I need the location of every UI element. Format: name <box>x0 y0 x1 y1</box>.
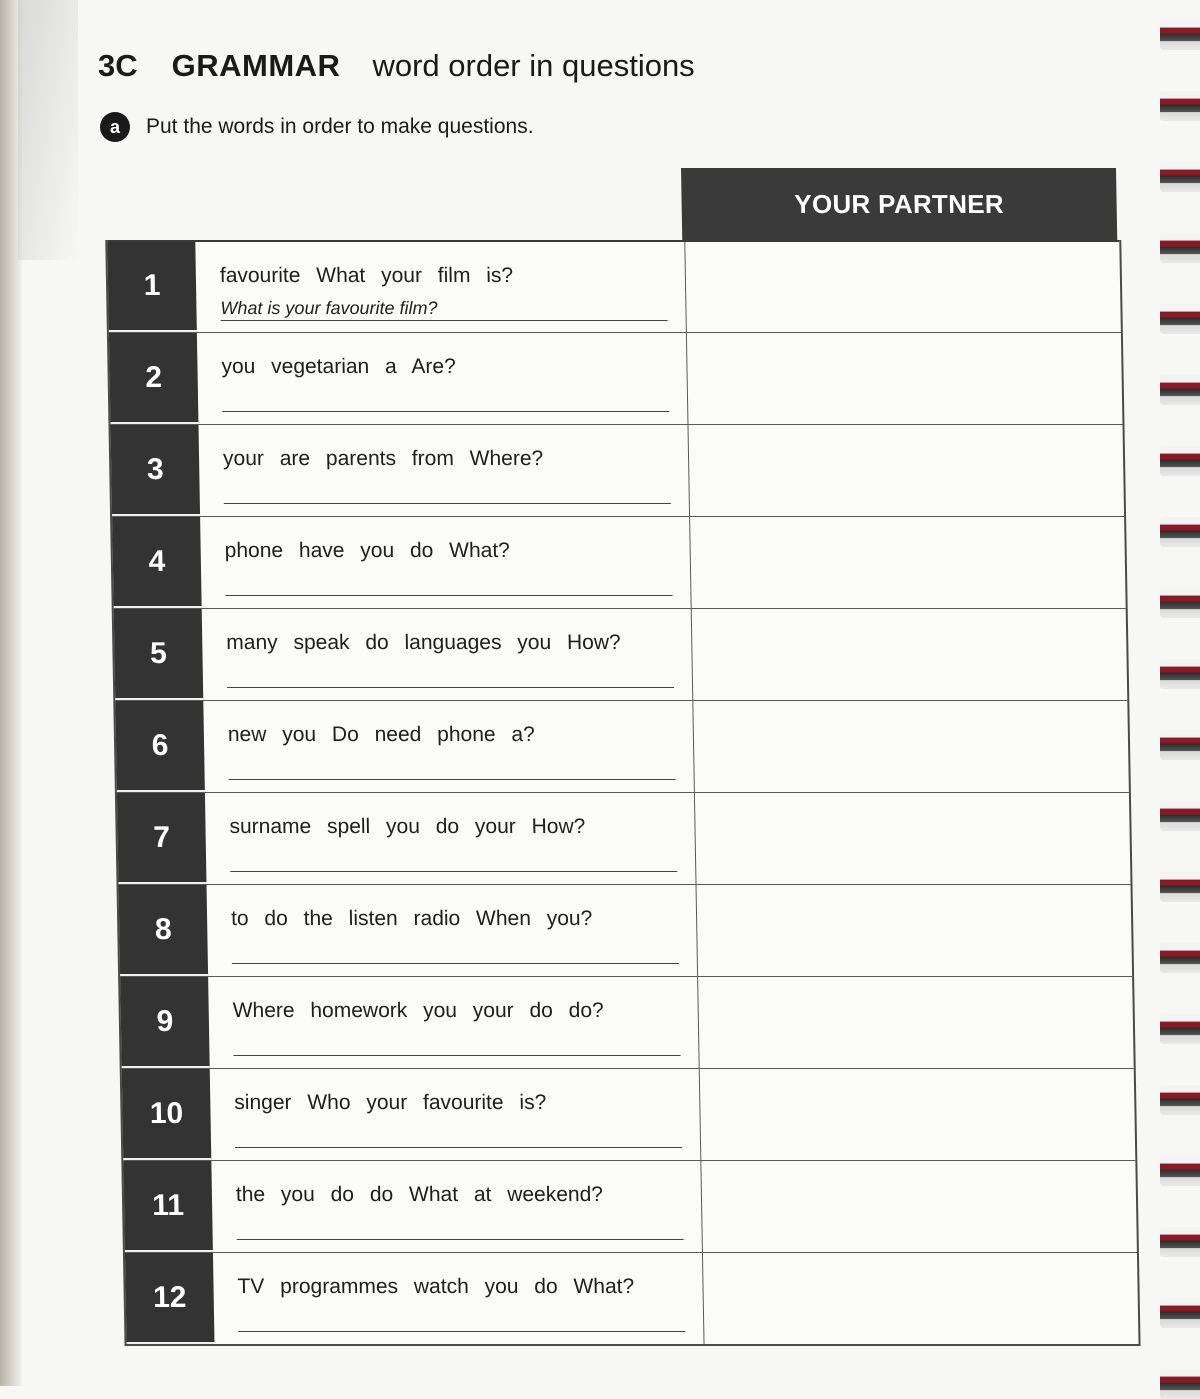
question-cell <box>197 333 689 424</box>
question-cell <box>198 425 690 516</box>
spiral-ring <box>1160 730 1200 760</box>
table-row <box>114 608 1128 700</box>
spiral-ring <box>1160 1014 1200 1044</box>
answer-line[interactable] <box>229 779 676 780</box>
table-row <box>112 516 1126 608</box>
table-row <box>122 1068 1136 1160</box>
unit-label: 3C <box>98 48 138 83</box>
exercise-bullet: a <box>100 112 130 142</box>
table-row <box>115 700 1129 792</box>
question-cell <box>211 1161 703 1252</box>
partner-column-header: YOUR PARTNER <box>681 168 1117 240</box>
question-number: 2 <box>109 333 199 424</box>
question-number: 1 <box>107 242 197 332</box>
question-number: 12 <box>125 1253 215 1344</box>
answer-line[interactable] <box>222 411 669 412</box>
instruction-text: Put the words in order to make questions. <box>146 115 534 138</box>
partner-answer-cell[interactable] <box>701 1161 1137 1252</box>
partner-answer-cell[interactable] <box>698 977 1134 1068</box>
table-row <box>117 792 1131 884</box>
topic-label: word order in questions <box>372 48 695 83</box>
question-number: 6 <box>115 701 205 792</box>
answer-line[interactable] <box>238 1331 685 1332</box>
table-row <box>109 332 1123 424</box>
partner-answer-cell[interactable] <box>703 1253 1139 1344</box>
spiral-ring <box>1160 20 1200 50</box>
jumbled-words: phone have you do What? <box>224 539 511 562</box>
partner-answer-cell[interactable] <box>697 885 1133 976</box>
question-cell <box>205 793 697 884</box>
partner-answer-cell[interactable] <box>688 425 1124 516</box>
partner-answer-cell[interactable] <box>690 517 1126 608</box>
question-number: 8 <box>119 885 209 976</box>
answer-line[interactable] <box>227 687 674 688</box>
jumbled-words: the you do do What at weekend? <box>235 1183 604 1206</box>
spiral-ring <box>1160 1085 1200 1115</box>
partner-answer-cell[interactable] <box>695 793 1131 884</box>
question-number: 11 <box>123 1161 213 1252</box>
question-number: 10 <box>122 1069 212 1160</box>
spiral-ring <box>1160 1156 1200 1186</box>
partner-answer-cell[interactable] <box>700 1069 1136 1160</box>
question-table <box>104 168 1155 1348</box>
table-row <box>110 424 1124 516</box>
jumbled-words: Where homework you your do do? <box>232 999 604 1022</box>
question-cell <box>195 242 687 332</box>
table-row <box>120 976 1134 1068</box>
question-cell <box>210 1069 702 1160</box>
question-number: 5 <box>114 609 204 700</box>
partner-answer-cell[interactable] <box>693 701 1129 792</box>
jumbled-words: surname spell you do your How? <box>229 815 586 838</box>
question-number: 7 <box>117 793 207 884</box>
spiral-ring <box>1160 943 1200 973</box>
worksheet-header <box>98 48 695 84</box>
table-row <box>125 1252 1139 1344</box>
jumbled-words: many speak do languages you How? <box>226 631 621 654</box>
jumbled-words: your are parents from Where? <box>222 447 544 470</box>
table-row <box>118 884 1132 976</box>
question-number: 4 <box>112 517 202 608</box>
spiral-ring <box>1160 1369 1200 1399</box>
answer-line[interactable] <box>233 1055 680 1056</box>
jumbled-words: new you Do need phone a? <box>227 723 535 746</box>
partner-answer-cell[interactable] <box>685 242 1121 332</box>
jumbled-words: TV programmes watch you do What? <box>237 1275 635 1298</box>
jumbled-words: singer Who your favourite is? <box>234 1091 547 1114</box>
table-row <box>123 1160 1137 1252</box>
jumbled-words: favourite What your film is? <box>219 264 514 287</box>
page-fold <box>18 0 78 260</box>
answer-line[interactable] <box>235 1147 682 1148</box>
spiral-ring <box>1160 1227 1200 1257</box>
spiral-ring <box>1160 659 1200 689</box>
spiral-ring <box>1160 233 1200 263</box>
answer-line[interactable] <box>232 963 679 964</box>
answer-line[interactable] <box>230 871 677 872</box>
answer-line[interactable] <box>225 595 672 596</box>
spiral-ring <box>1160 517 1200 547</box>
question-cell <box>202 609 694 700</box>
section-label: GRAMMAR <box>171 48 341 83</box>
spiral-ring <box>1160 375 1200 405</box>
spiral-binding <box>1156 0 1200 1386</box>
spiral-ring <box>1160 588 1200 618</box>
spiral-ring <box>1160 872 1200 902</box>
table-rows <box>105 240 1140 1346</box>
jumbled-words: to do the listen radio When you? <box>230 907 593 930</box>
question-cell <box>208 977 700 1068</box>
spiral-ring <box>1160 304 1200 334</box>
partner-answer-cell[interactable] <box>687 333 1123 424</box>
jumbled-words: you vegetarian a Are? <box>221 355 456 378</box>
question-cell <box>203 701 695 792</box>
question-cell <box>213 1253 705 1344</box>
spiral-ring <box>1160 446 1200 476</box>
spiral-ring <box>1160 1298 1200 1328</box>
question-cell <box>200 517 692 608</box>
answer-line[interactable] <box>237 1239 684 1240</box>
question-number: 9 <box>120 977 210 1068</box>
table-row <box>107 240 1121 332</box>
spiral-ring <box>1160 162 1200 192</box>
answer-line[interactable] <box>221 320 668 321</box>
answer-line[interactable] <box>224 503 671 504</box>
partner-answer-cell[interactable] <box>692 609 1128 700</box>
question-number: 3 <box>110 425 200 516</box>
question-cell <box>207 885 699 976</box>
example-answer: What is your favourite film? <box>220 298 438 318</box>
instruction <box>100 112 534 142</box>
spiral-ring <box>1160 801 1200 831</box>
spiral-ring <box>1160 91 1200 121</box>
